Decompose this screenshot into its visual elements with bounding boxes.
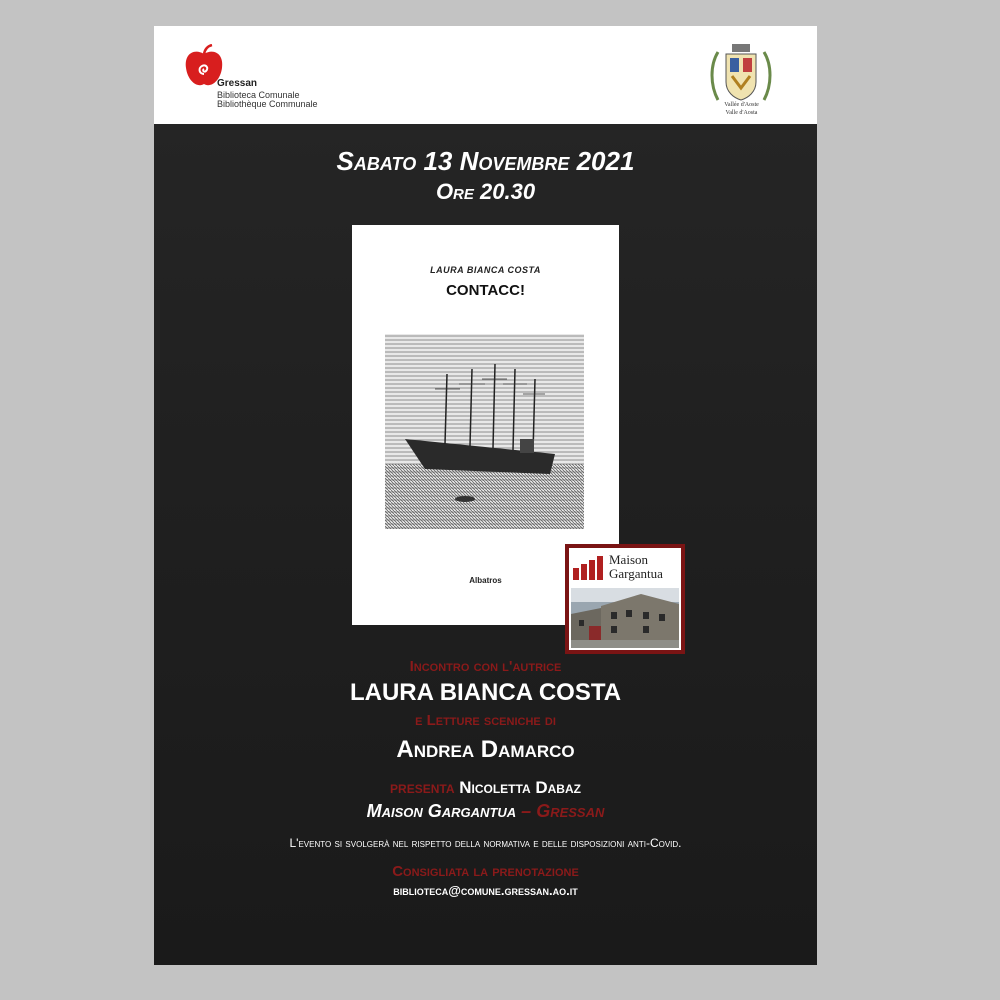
poster-header bbox=[154, 26, 817, 124]
venue-name: Maison Gargantua bbox=[366, 801, 517, 821]
reader-name: Andrea Damarco bbox=[396, 736, 575, 763]
book-title: CONTACC! bbox=[446, 282, 525, 299]
crest-caption-fr: Vallée d'Aoste bbox=[724, 102, 759, 108]
covid-note: L'evento si svolgerà nel rispetto della normativa e delle disposizioni anti-Covid. bbox=[289, 836, 682, 850]
book-publisher: Albatros bbox=[469, 576, 502, 585]
maison-gargantua-name-line1: Maison bbox=[609, 552, 648, 567]
event-date: Sabato 13 Novembre 2021 bbox=[336, 146, 635, 176]
presenta-label: presenta bbox=[390, 778, 455, 797]
building-photo-image bbox=[571, 588, 679, 648]
library-logo bbox=[184, 44, 344, 114]
municipal-crest-icon bbox=[706, 30, 776, 122]
maison-gargantua-name-line2: Gargantua bbox=[609, 566, 663, 581]
library-name: Gressan bbox=[217, 78, 258, 89]
crest-caption-it: Valle d'Aosta bbox=[725, 110, 758, 116]
maison-gargantua-logo bbox=[565, 544, 685, 654]
contact-email[interactable]: biblioteca@comune.gressan.ao.it bbox=[393, 883, 578, 898]
readings-text: e Letture sceniche di bbox=[415, 712, 556, 729]
bars-icon bbox=[573, 554, 607, 580]
venue-separator: – bbox=[516, 801, 537, 821]
event-poster bbox=[154, 26, 817, 965]
presenter-name: Nicoletta Dabaz bbox=[459, 778, 581, 797]
maison-gargantua-logo-inner bbox=[569, 548, 681, 650]
ship-engraving-image bbox=[385, 334, 584, 529]
author-name: LAURA BIANCA COSTA bbox=[349, 679, 622, 706]
intro-text: Incontro con l'autrice bbox=[409, 658, 562, 675]
venue-town: Gressan bbox=[536, 801, 605, 821]
venue-line bbox=[154, 801, 817, 822]
library-subtitle-it: Biblioteca Comunale bbox=[217, 90, 300, 100]
library-subtitle-fr: Bibliothèque Communale bbox=[217, 99, 318, 109]
event-time: Ore 20.30 bbox=[435, 179, 536, 204]
booking-note: Consigliata la prenotazione bbox=[392, 863, 579, 880]
book-author: LAURA BIANCA COSTA bbox=[430, 265, 541, 275]
presenter-line bbox=[154, 778, 817, 798]
